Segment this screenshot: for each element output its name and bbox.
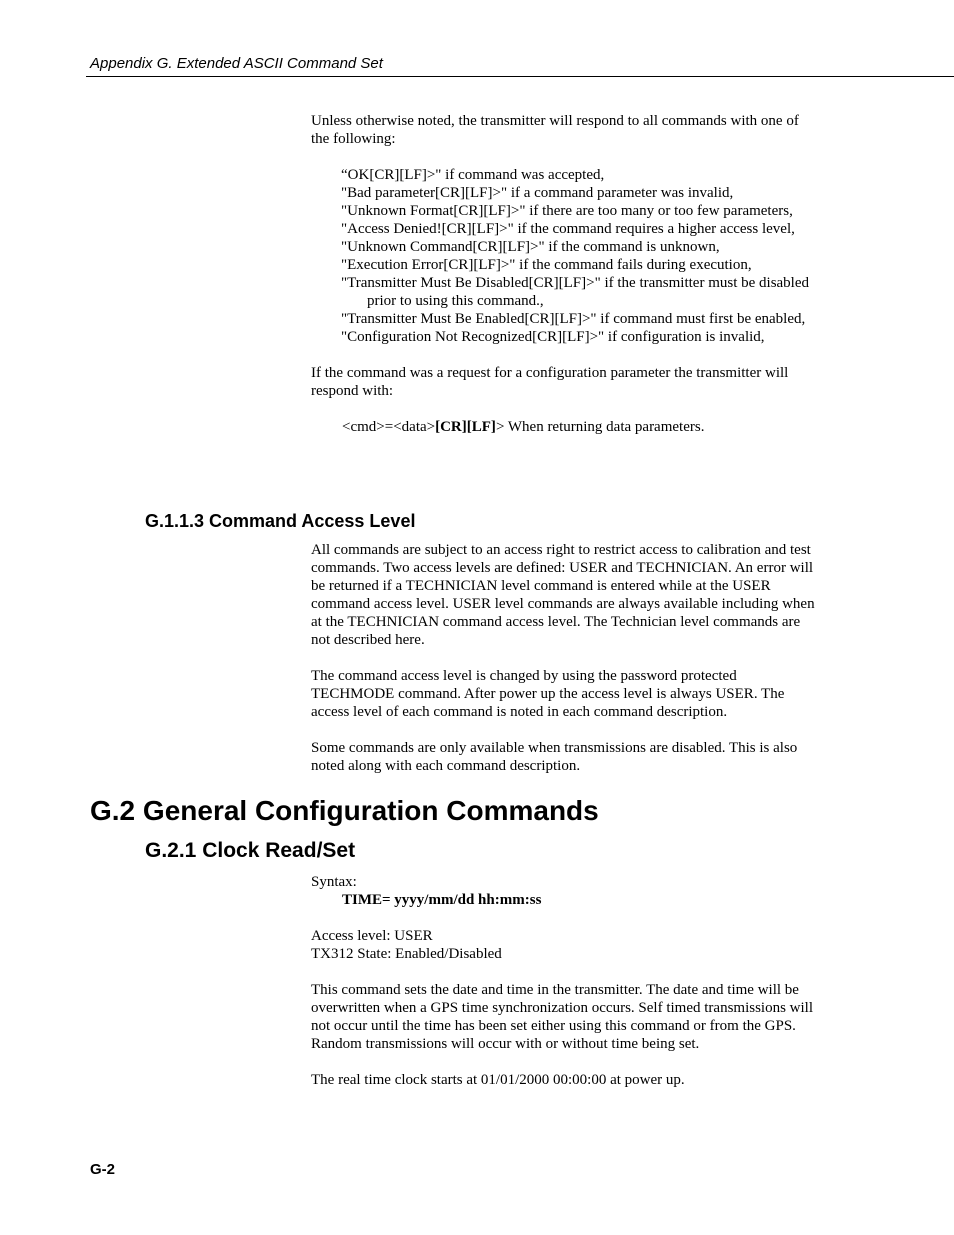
access-level-paragraph: Some commands are only available when transmissions are disabled. This is also noted along with each command description. xyxy=(311,740,798,774)
response-item: "Transmitter Must Be Disabled[CR][LF]>" if the transmitter must be disabled prior to using this command., xyxy=(341,275,810,309)
intro-paragraph: Unless otherwise noted, the transmitter will respond to all commands with one of the following: xyxy=(311,113,799,147)
heading-clock-read-set: G.2.1 Clock Read/Set xyxy=(145,839,356,862)
page-number: G-2 xyxy=(90,1161,116,1178)
response-item: "Execution Error[CR][LF]>" if the command fails during execution, xyxy=(341,257,752,273)
response-item: "Bad parameter[CR][LF]>" if a command parameter was invalid, xyxy=(341,185,734,201)
access-level-block xyxy=(311,541,816,775)
running-header: Appendix G. Extended ASCII Command Set xyxy=(90,55,383,72)
data-line-prefix: <cmd>=<data> xyxy=(342,419,436,435)
access-level-paragraph: All commands are subject to an access right to restrict access to calibration and test commands. Two access levels are defined: USER and TECHNICIAN. An error will be returned if a TECHNICIAN level command is entered while at the USER command access level. USER level commands are always available including when at the TECHNICIAN command access level. The Technician level commands are not described here. xyxy=(311,542,815,648)
data-response-line xyxy=(311,418,816,436)
response-list xyxy=(311,166,816,346)
config-response-paragraph: If the command was a request for a configuration parameter the transmitter will respond with: xyxy=(311,365,789,399)
heading-command-access-level: G.1.1.3 Command Access Level xyxy=(145,511,416,531)
clock-block xyxy=(311,873,816,1089)
clock-description-paragraph: This command sets the date and time in the transmitter. The date and time will be overwritten when a GPS time synchronization occurs. Self timed transmissions will not occur until the time has been set either using this command or from the GPS. Random transmissions will occur with or without time being set. xyxy=(311,982,814,1052)
heading-general-configuration-commands: G.2 General Configuration Commands xyxy=(90,795,599,826)
tx-state-line: TX312 State: Enabled/Disabled xyxy=(311,946,502,962)
response-item: “OK[CR][LF]>" if command was accepted, xyxy=(341,167,605,183)
syntax-label: Syntax: xyxy=(311,874,357,890)
data-line-suffix: > When returning data parameters. xyxy=(495,419,705,435)
response-item: "Unknown Command[CR][LF]>" if the command is unknown, xyxy=(341,239,720,255)
response-item: "Access Denied![CR][LF]>" if the command requires a higher access level, xyxy=(341,221,795,237)
access-level-line: Access level: USER xyxy=(311,928,433,944)
response-item: "Configuration Not Recognized[CR][LF]>" if configuration is invalid, xyxy=(341,329,765,345)
access-level-paragraph: The command access level is changed by using the password protected TECHMODE command. After power up the access level is always USER. The access level of each command is noted in each command description. xyxy=(311,668,785,720)
syntax-command: TIME= yyyy/mm/dd hh:mm:ss xyxy=(342,892,542,908)
intro-block xyxy=(311,112,816,436)
clock-start-paragraph: The real time clock starts at 01/01/2000 00:00:00 at power up. xyxy=(311,1072,685,1088)
response-item: "Transmitter Must Be Enabled[CR][LF]>" if command must first be enabled, xyxy=(341,311,806,327)
data-line-bold: [CR][LF] xyxy=(435,419,496,435)
response-item: "Unknown Format[CR][LF]>" if there are too many or too few parameters, xyxy=(341,203,793,219)
header-rule xyxy=(86,76,954,77)
